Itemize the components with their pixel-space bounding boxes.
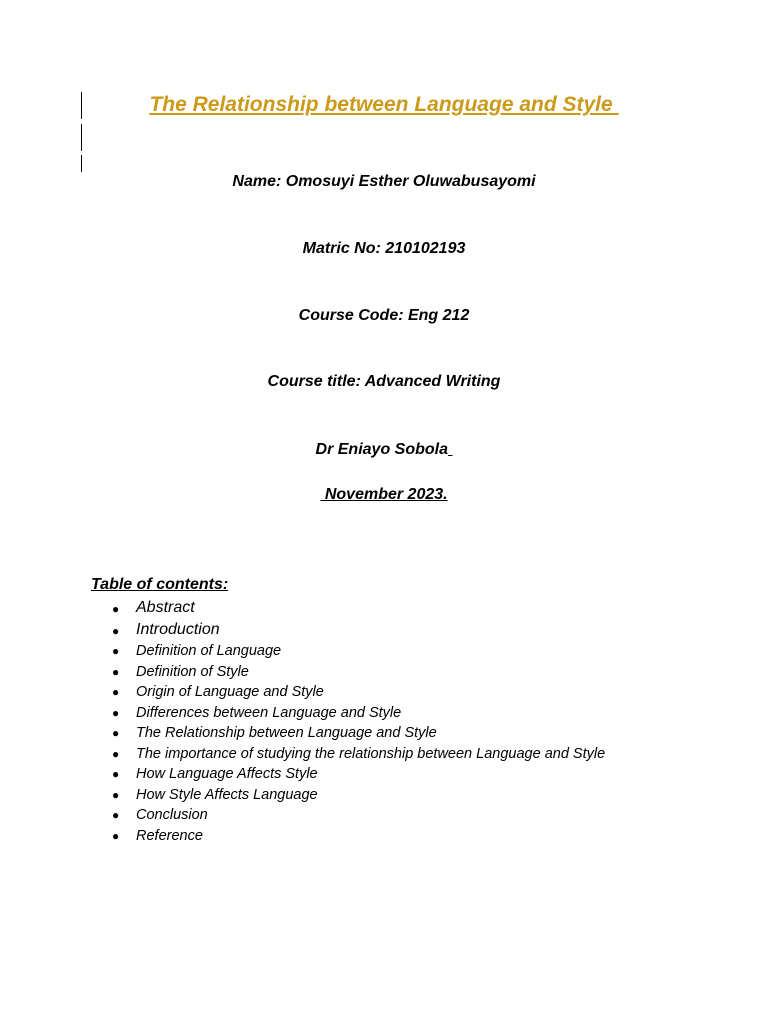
toc-item	[112, 662, 605, 683]
toc-item-label: How Style Affects Language	[136, 786, 318, 803]
bullet-icon: ●	[112, 787, 120, 802]
course-code: Course Code: Eng 212	[298, 307, 470, 324]
submission-date: November 2023.	[320, 486, 448, 503]
toc-item-label: The Relationship between Language and Style	[136, 725, 437, 741]
toc-item-label: Conclusion	[136, 807, 208, 823]
toc-heading: Table of contents:	[91, 576, 229, 593]
toc-item-label: Origin of Language and Style	[136, 684, 324, 700]
toc-list	[112, 597, 605, 846]
toc-item	[112, 826, 605, 847]
student-name: Name: Omosuyi Esther Oluwabusayomi	[232, 173, 536, 190]
bullet-icon: ●	[112, 705, 120, 720]
margin-change-bar	[81, 124, 82, 151]
lecturer-trailing-space	[448, 441, 452, 458]
toc-item-label: The importance of studying the relationship between Language and Style	[136, 745, 606, 762]
lecturer-line	[0, 441, 768, 459]
bullet-icon: ●	[112, 602, 120, 616]
toc-item	[112, 785, 605, 806]
lecturer-name: Dr Eniayo Sobola	[315, 441, 448, 458]
toc-item-label: Definition of Language	[136, 643, 282, 659]
toc-item-label: Introduction	[136, 621, 220, 638]
toc-item-label: Abstract	[136, 599, 195, 616]
document-title: The Relationship between Language and Style	[149, 93, 619, 116]
bullet-icon: ●	[112, 808, 120, 822]
toc-item-label-wrap	[136, 619, 220, 641]
toc-item	[112, 744, 605, 765]
course-title: Course title: Advanced Writing	[267, 373, 501, 390]
bullet-icon: ●	[112, 624, 120, 638]
toc-item-label: How Language Affects Style	[136, 766, 318, 782]
toc-item	[112, 703, 605, 724]
bullet-icon: ●	[112, 664, 120, 679]
toc-item	[112, 641, 605, 662]
bullet-icon: ●	[112, 726, 120, 740]
bullet-icon: ●	[112, 644, 120, 658]
bullet-icon: ●	[112, 767, 120, 781]
bullet-icon: ●	[112, 685, 120, 699]
toc-item	[112, 764, 605, 785]
toc-item	[112, 682, 605, 703]
matric-number: Matric No: 210102193	[302, 240, 466, 257]
bullet-icon: ●	[112, 746, 120, 761]
toc-item-label: Differences between Language and Style	[136, 704, 402, 721]
toc-item-label: Reference	[136, 827, 203, 844]
toc-item-label: Definition of Style	[136, 663, 249, 680]
margin-change-bar	[81, 155, 82, 172]
bullet-icon: ●	[112, 828, 120, 843]
toc-item	[112, 597, 605, 619]
toc-item	[112, 805, 605, 826]
toc-item	[112, 723, 605, 744]
toc-item	[112, 619, 605, 641]
